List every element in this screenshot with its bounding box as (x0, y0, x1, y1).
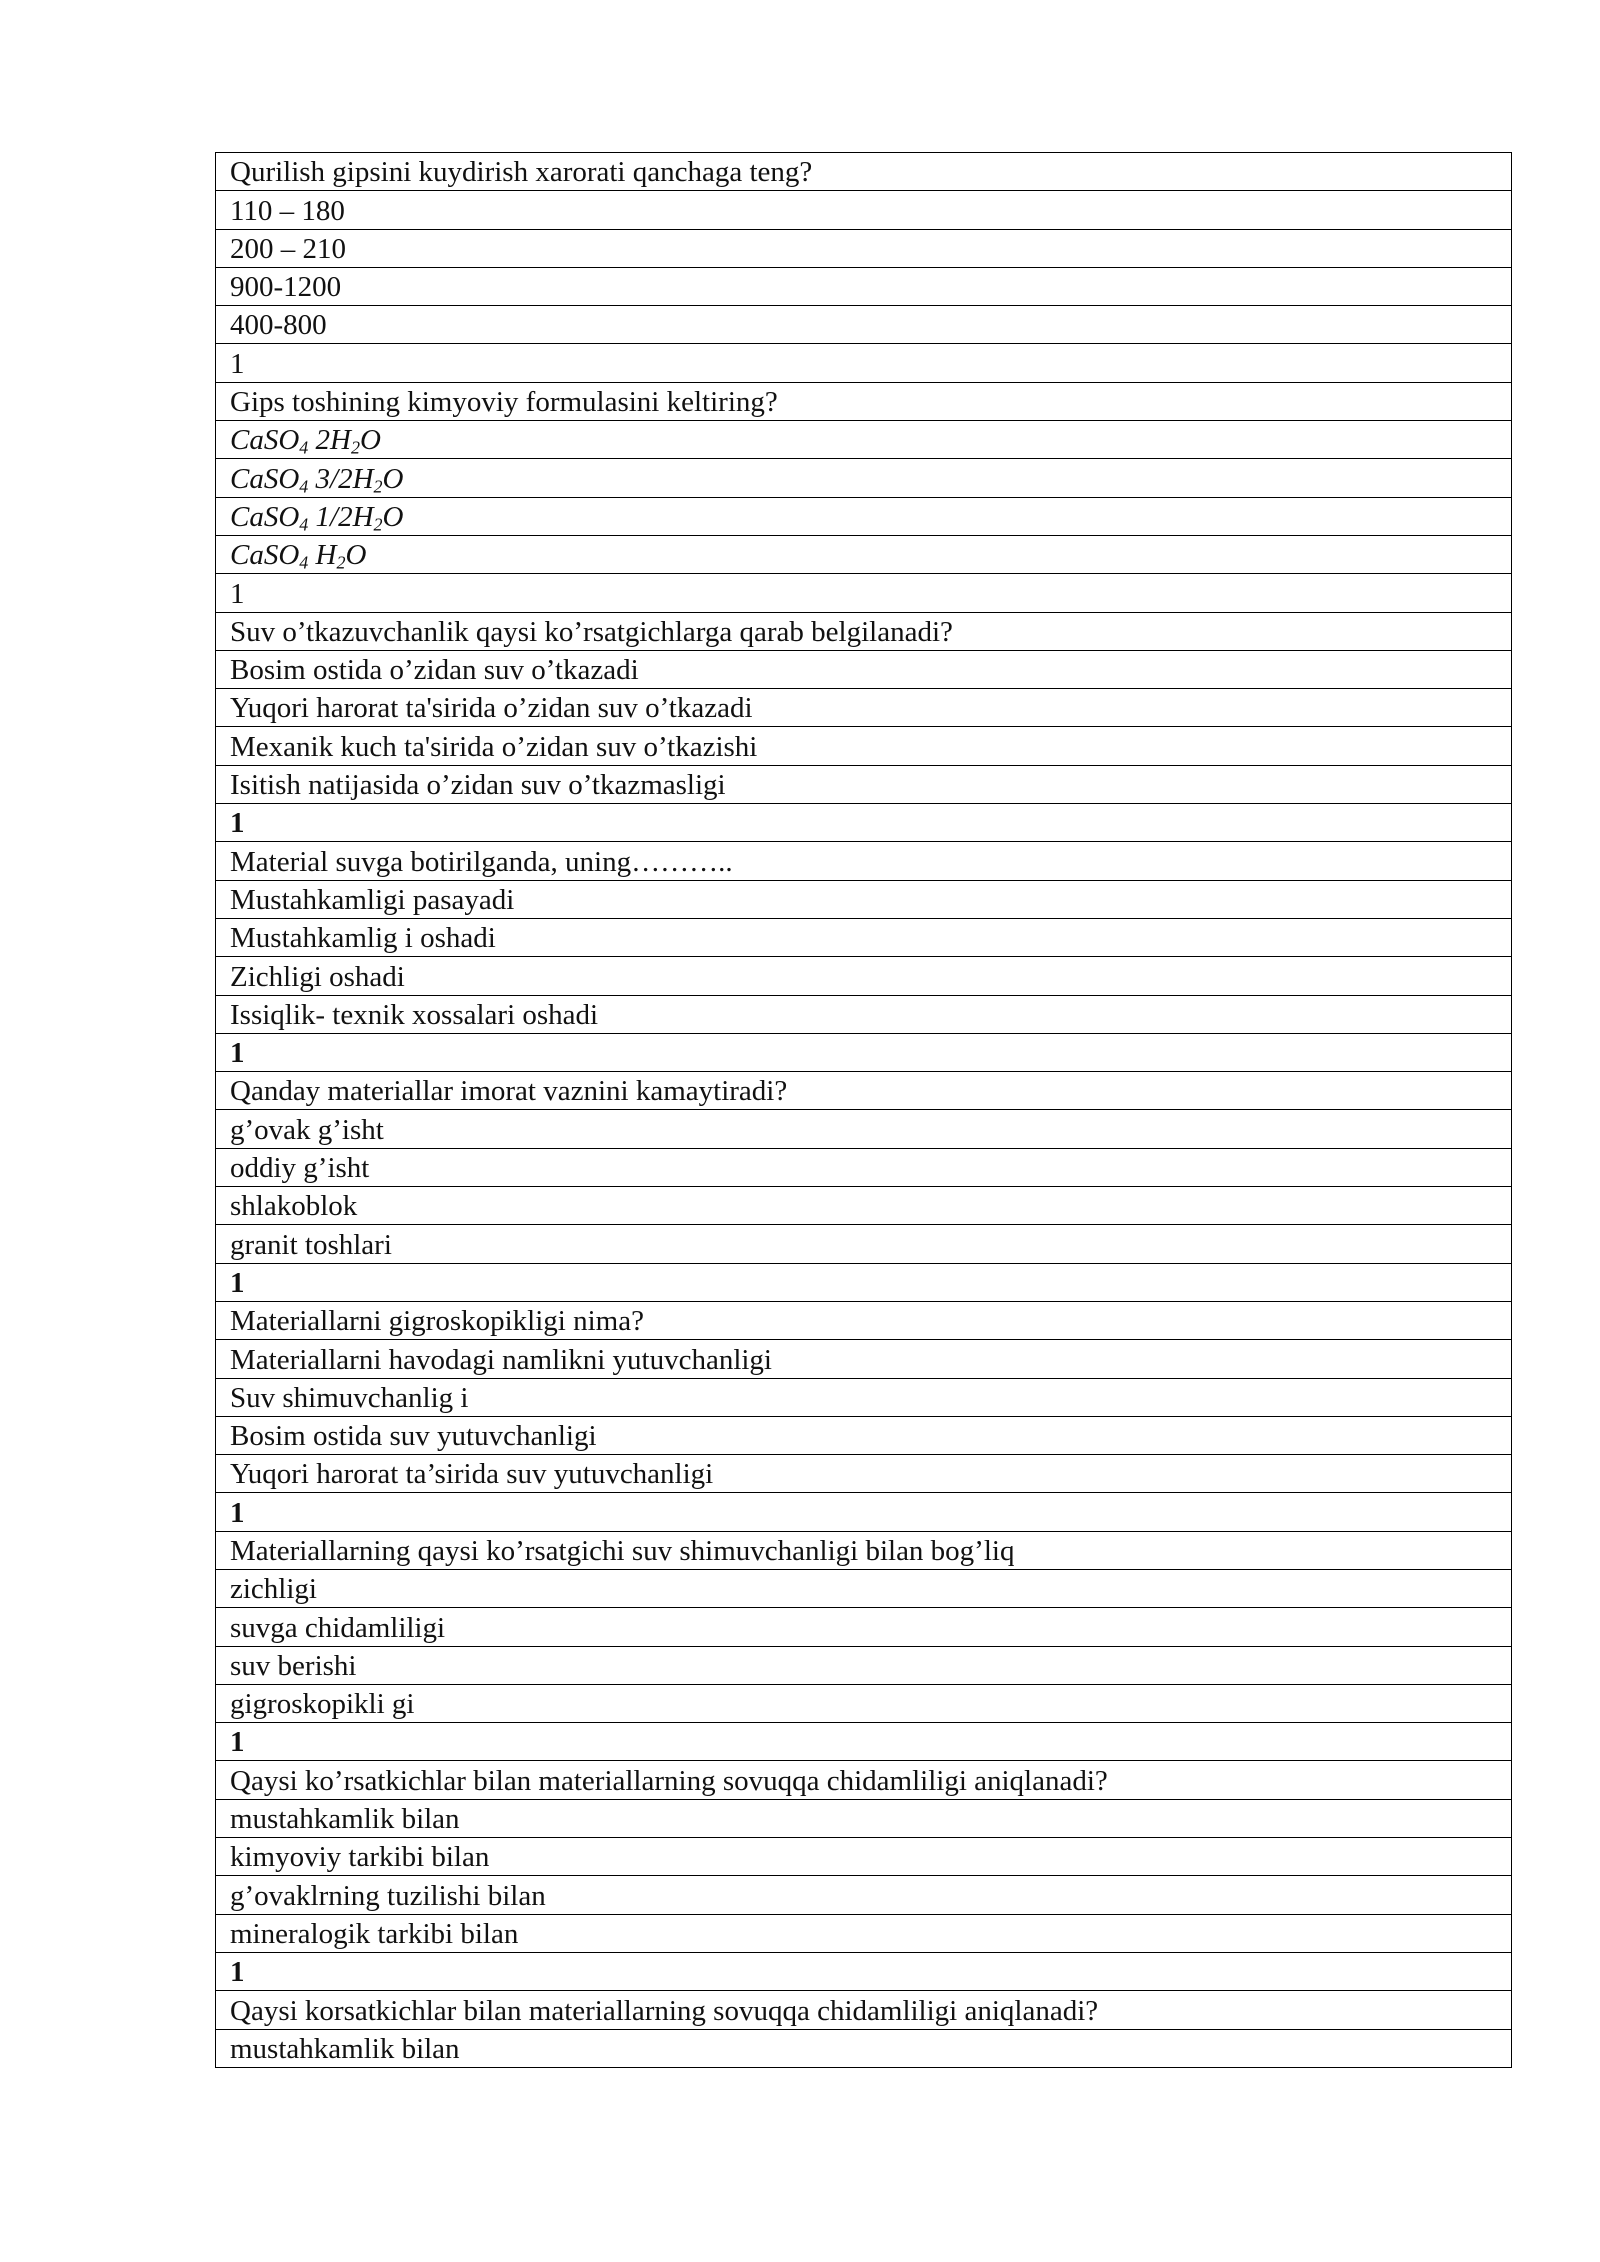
question-cell: Suv o’tkazuvchanlik qaysi ko’rsatgichlarga qarab belgilanadi? (216, 612, 1512, 650)
question-cell: Material suvga botirilganda, uning……….. (216, 842, 1512, 880)
question-cell: Materiallarni gigroskopikligi nima? (216, 1301, 1512, 1339)
answer-marker-cell: 1 (216, 1493, 1512, 1531)
table-row (216, 1225, 1512, 1263)
table-row (216, 1378, 1512, 1416)
table-row (216, 191, 1512, 229)
formula-cell (216, 421, 1512, 459)
answer-marker-cell: 1 (216, 804, 1512, 842)
question-cell: Qaysi korsatkichlar bilan materiallarning sovuqqa chidamliligi aniqlanadi? (216, 1991, 1512, 2029)
answer-option-cell: kimyoviy tarkibi bilan (216, 1838, 1512, 1876)
table-row (216, 1340, 1512, 1378)
answer-marker-cell: 1 (216, 1723, 1512, 1761)
answer-option-cell: 900-1200 (216, 267, 1512, 305)
formula-text: 3/2H (308, 462, 374, 495)
table-row (216, 1723, 1512, 1761)
table-row (216, 1072, 1512, 1110)
table-row (216, 1493, 1512, 1531)
table-row (216, 2029, 1512, 2067)
answer-option-cell: Bosim ostida suv yutuvchanligi (216, 1416, 1512, 1454)
answer-option-cell: oddiy g’isht (216, 1148, 1512, 1186)
answer-option-cell: mustahkamlik bilan (216, 2029, 1512, 2067)
table-row (216, 1033, 1512, 1071)
formula-subscript: 4 (299, 552, 309, 573)
table-row (216, 382, 1512, 420)
table-row (216, 957, 1512, 995)
answer-option-cell: g’ovak g’isht (216, 1110, 1512, 1148)
formula-text: O (382, 462, 404, 495)
answer-option-cell: suv berishi (216, 1646, 1512, 1684)
answer-option-cell: shlakoblok (216, 1187, 1512, 1225)
table-row (216, 995, 1512, 1033)
question-cell: Qurilish gipsini kuydirish xarorati qanchaga teng? (216, 153, 1512, 191)
answer-option-cell: gigroskopikli gi (216, 1684, 1512, 1722)
answer-option-cell: mineralogik tarkibi bilan (216, 1914, 1512, 1952)
formula-subscript: 4 (299, 476, 309, 497)
answer-marker-cell: 1 (216, 1263, 1512, 1301)
table-row (216, 1531, 1512, 1569)
formula-text: CaSO (230, 424, 300, 457)
table-row (216, 727, 1512, 765)
formula-subscript: 2 (373, 514, 383, 535)
question-cell: Gips toshining kimyoviy formulasini keltiring? (216, 382, 1512, 420)
answer-option-cell: zichligi (216, 1569, 1512, 1607)
table-row (216, 574, 1512, 612)
table-row (216, 612, 1512, 650)
table-row (216, 1569, 1512, 1607)
table-row (216, 1301, 1512, 1339)
question-cell: Qanday materiallar imorat vaznini kamaytiradi? (216, 1072, 1512, 1110)
answer-option-cell: 110 – 180 (216, 191, 1512, 229)
table-row (216, 1646, 1512, 1684)
table-row (216, 1876, 1512, 1914)
answer-option-cell: suvga chidamliligi (216, 1608, 1512, 1646)
table-row (216, 1110, 1512, 1148)
formula-text: CaSO (230, 462, 300, 495)
table-row (216, 267, 1512, 305)
question-cell: Materiallarning qaysi ko’rsatgichi suv shimuvchanligi bilan bog’liq (216, 1531, 1512, 1569)
answer-option-cell: Yuqori harorat ta’sirida suv yutuvchanligi (216, 1455, 1512, 1493)
table-row (216, 765, 1512, 803)
formula-cell (216, 459, 1512, 497)
answer-option-cell: Suv shimuvchanlig i (216, 1378, 1512, 1416)
table-row (216, 1914, 1512, 1952)
formula-text: O (382, 500, 404, 533)
table-row (216, 229, 1512, 267)
answer-option-cell: Mustahkamlig i oshadi (216, 918, 1512, 956)
answer-option-cell: Materiallarni havodagi namlikni yutuvchanligi (216, 1340, 1512, 1378)
formula-text: H (308, 539, 337, 572)
formula-subscript: 4 (299, 514, 309, 535)
formula-text: 1/2H (308, 500, 374, 533)
quiz-table (215, 152, 1512, 2068)
formula-text: O (345, 539, 367, 572)
formula-subscript: 4 (299, 437, 309, 458)
table-row (216, 459, 1512, 497)
formula-subscript: 2 (336, 552, 346, 573)
question-cell: Qaysi ko’rsatkichlar bilan materiallarning sovuqqa chidamliligi aniqlanadi? (216, 1761, 1512, 1799)
table-row (216, 1761, 1512, 1799)
answer-option-cell: Yuqori harorat ta'sirida o’zidan suv o’tkazadi (216, 689, 1512, 727)
answer-marker-cell: 1 (216, 1952, 1512, 1990)
table-row (216, 497, 1512, 535)
table-row (216, 1799, 1512, 1837)
table-row (216, 1263, 1512, 1301)
answer-option-cell: Zichligi oshadi (216, 957, 1512, 995)
table-row (216, 1416, 1512, 1454)
answer-option-cell: Mustahkamligi pasayadi (216, 880, 1512, 918)
table-row (216, 804, 1512, 842)
answer-option-cell: mustahkamlik bilan (216, 1799, 1512, 1837)
table-row (216, 842, 1512, 880)
table-row (216, 1684, 1512, 1722)
quiz-table-body (216, 153, 1512, 2068)
table-row (216, 1952, 1512, 1990)
table-row (216, 306, 1512, 344)
answer-marker-cell: 1 (216, 574, 1512, 612)
answer-marker-cell: 1 (216, 1033, 1512, 1071)
table-row (216, 421, 1512, 459)
table-row (216, 1838, 1512, 1876)
formula-subscript: 2 (350, 437, 360, 458)
table-row (216, 689, 1512, 727)
answer-option-cell: g’ovaklrning tuzilishi bilan (216, 1876, 1512, 1914)
answer-option-cell: granit toshlari (216, 1225, 1512, 1263)
table-row (216, 918, 1512, 956)
formula-text: O (359, 424, 381, 457)
table-row (216, 1608, 1512, 1646)
formula-text: CaSO (230, 500, 300, 533)
table-row (216, 535, 1512, 573)
answer-option-cell: Mexanik kuch ta'sirida o’zidan suv o’tkazishi (216, 727, 1512, 765)
formula-subscript: 2 (373, 476, 383, 497)
answer-option-cell: Issiqlik- texnik xossalari oshadi (216, 995, 1512, 1033)
answer-option-cell: Bosim ostida o’zidan suv o’tkazadi (216, 650, 1512, 688)
table-row (216, 650, 1512, 688)
table-row (216, 1148, 1512, 1186)
table-row (216, 153, 1512, 191)
formula-cell (216, 497, 1512, 535)
answer-option-cell: Isitish natijasida o’zidan suv o’tkazmasligi (216, 765, 1512, 803)
table-row (216, 1991, 1512, 2029)
answer-option-cell: 200 – 210 (216, 229, 1512, 267)
formula-cell (216, 535, 1512, 573)
table-row (216, 1187, 1512, 1225)
answer-marker-cell: 1 (216, 344, 1512, 382)
table-row (216, 344, 1512, 382)
answer-option-cell: 400-800 (216, 306, 1512, 344)
formula-text: 2H (308, 424, 351, 457)
table-row (216, 1455, 1512, 1493)
table-row (216, 880, 1512, 918)
formula-text: CaSO (230, 539, 300, 572)
